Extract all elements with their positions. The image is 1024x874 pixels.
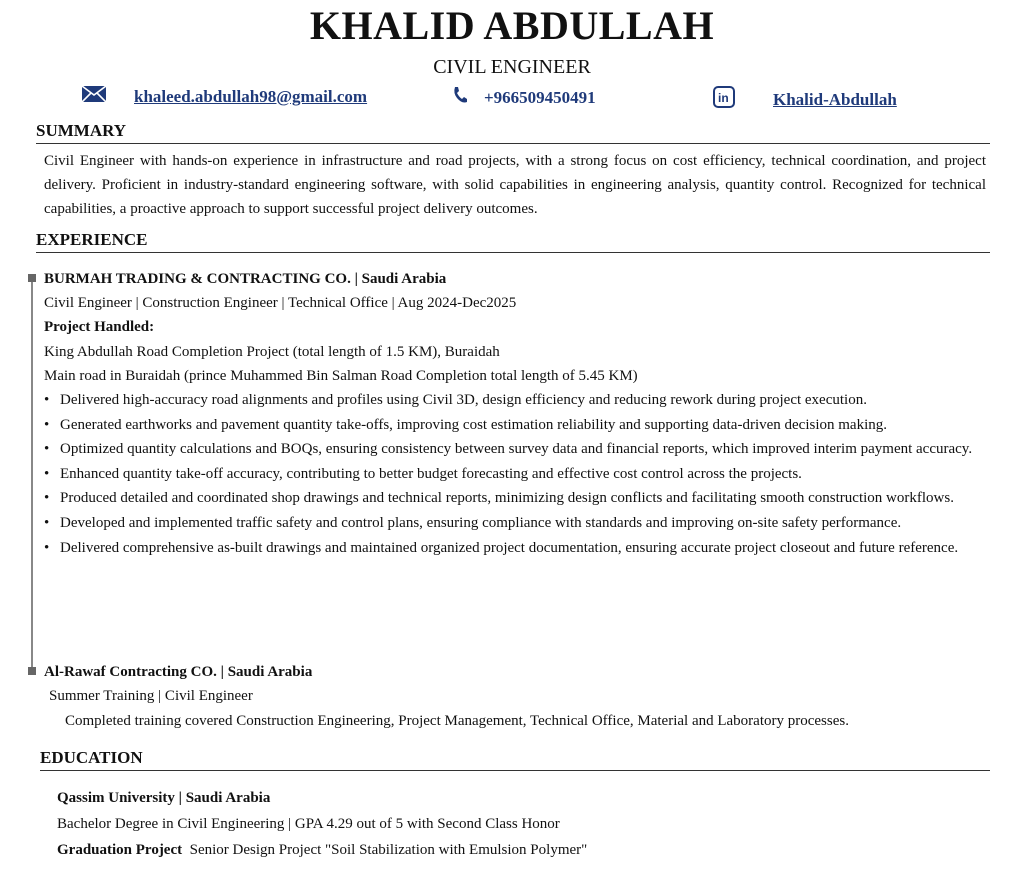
school: Qassim University | Saudi Arabia: [57, 790, 271, 806]
job1-role: Civil Engineer | Construction Engineer | Technical Office | Aug 2024-Dec2025: [44, 295, 517, 311]
linkedin-contact: [713, 86, 897, 113]
envelope-icon: [82, 86, 106, 107]
project-item: Main road in Buraidah (prince Muhammed Bin Salman Road Completion total length of 5.45 KM): [44, 368, 638, 384]
job2-desc: Completed training covered Construction Engineering, Project Management, Technical Office, Material and Laboratory processes.: [65, 713, 849, 729]
timeline-line: [31, 279, 33, 672]
project-item: King Abdullah Road Completion Project (total length of 1.5 KM), Buraidah: [44, 344, 500, 360]
linkedin-icon: [713, 86, 735, 113]
job1-company: BURMAH TRADING & CONTRACTING CO. | Saudi Arabia: [44, 271, 447, 287]
linkedin-link[interactable]: Khalid-Abdullah: [773, 89, 897, 109]
email-link[interactable]: khaleed.abdullah98@gmail.com: [134, 86, 368, 106]
phone-icon: [452, 86, 468, 109]
summary-text: Civil Engineer with hands-on experience in infrastructure and road projects, with a strong focus on cost efficiency, technical coordination, and project delivery. Proficient in industry-standard engineering software, with solid capabilities in engineering analysis, quantity control. Recognized for technical capabilities, a proactive approach to support successful project delivery outcomes.: [44, 153, 986, 217]
bullet-item: • Generated earthworks and pavement quantity take-offs, improving cost estimation reliability and supporting data-driven decision making.: [44, 413, 1014, 438]
experience-heading: EXPERIENCE: [36, 230, 990, 253]
job-title: CIVIL ENGINEER: [433, 56, 591, 78]
bullet-item: • Delivered high-accuracy road alignments and profiles using Civil 3D, design efficiency and reducing rework during project execution.: [44, 388, 1014, 413]
candidate-name: KHALID ABDULLAH: [309, 3, 715, 48]
bullet-item: • Produced detailed and coordinated shop drawings and technical reports, minimizing design conflicts and facilitating smooth construction workflows.: [44, 486, 1004, 511]
phone-contact: [452, 86, 596, 109]
timeline-marker: [28, 667, 36, 675]
summary-heading: SUMMARY: [36, 121, 990, 144]
education-heading: EDUCATION: [40, 748, 990, 771]
bullet-item: • Delivered comprehensive as-built drawings and maintained organized project documentation, ensuring accurate project closeout and future reference.: [44, 536, 984, 561]
svg-text:in: in: [718, 91, 729, 105]
job2-company: Al-Rawaf Contracting CO. | Saudi Arabia: [44, 664, 313, 680]
phone-number[interactable]: +966509450491: [484, 87, 596, 107]
graduation-project-label: Graduation Project: [57, 842, 183, 858]
email-contact: [82, 86, 367, 107]
bullet-item: • Enhanced quantity take-off accuracy, contributing to better budget forecasting and effective cost control across the projects.: [44, 462, 1014, 487]
timeline-marker: [28, 274, 36, 282]
projects-label: Project Handled:: [44, 319, 155, 335]
bullet-item: • Optimized quantity calculations and BOQs, ensuring consistency between survey data and financial reports, which improved interim payment accuracy.: [44, 437, 984, 462]
job2-role: Summer Training | Civil Engineer: [49, 688, 253, 704]
bullet-item: • Developed and implemented traffic safety and control plans, ensuring compliance with standards and improving on-site safety performance.: [44, 511, 944, 536]
graduation-project-title: Senior Design Project "Soil Stabilization with Emulsion Polymer": [189, 842, 588, 858]
graduation-project: [57, 838, 587, 862]
degree: Bachelor Degree in Civil Engineering | GPA 4.29 out of 5 with Second Class Honor: [57, 816, 560, 832]
